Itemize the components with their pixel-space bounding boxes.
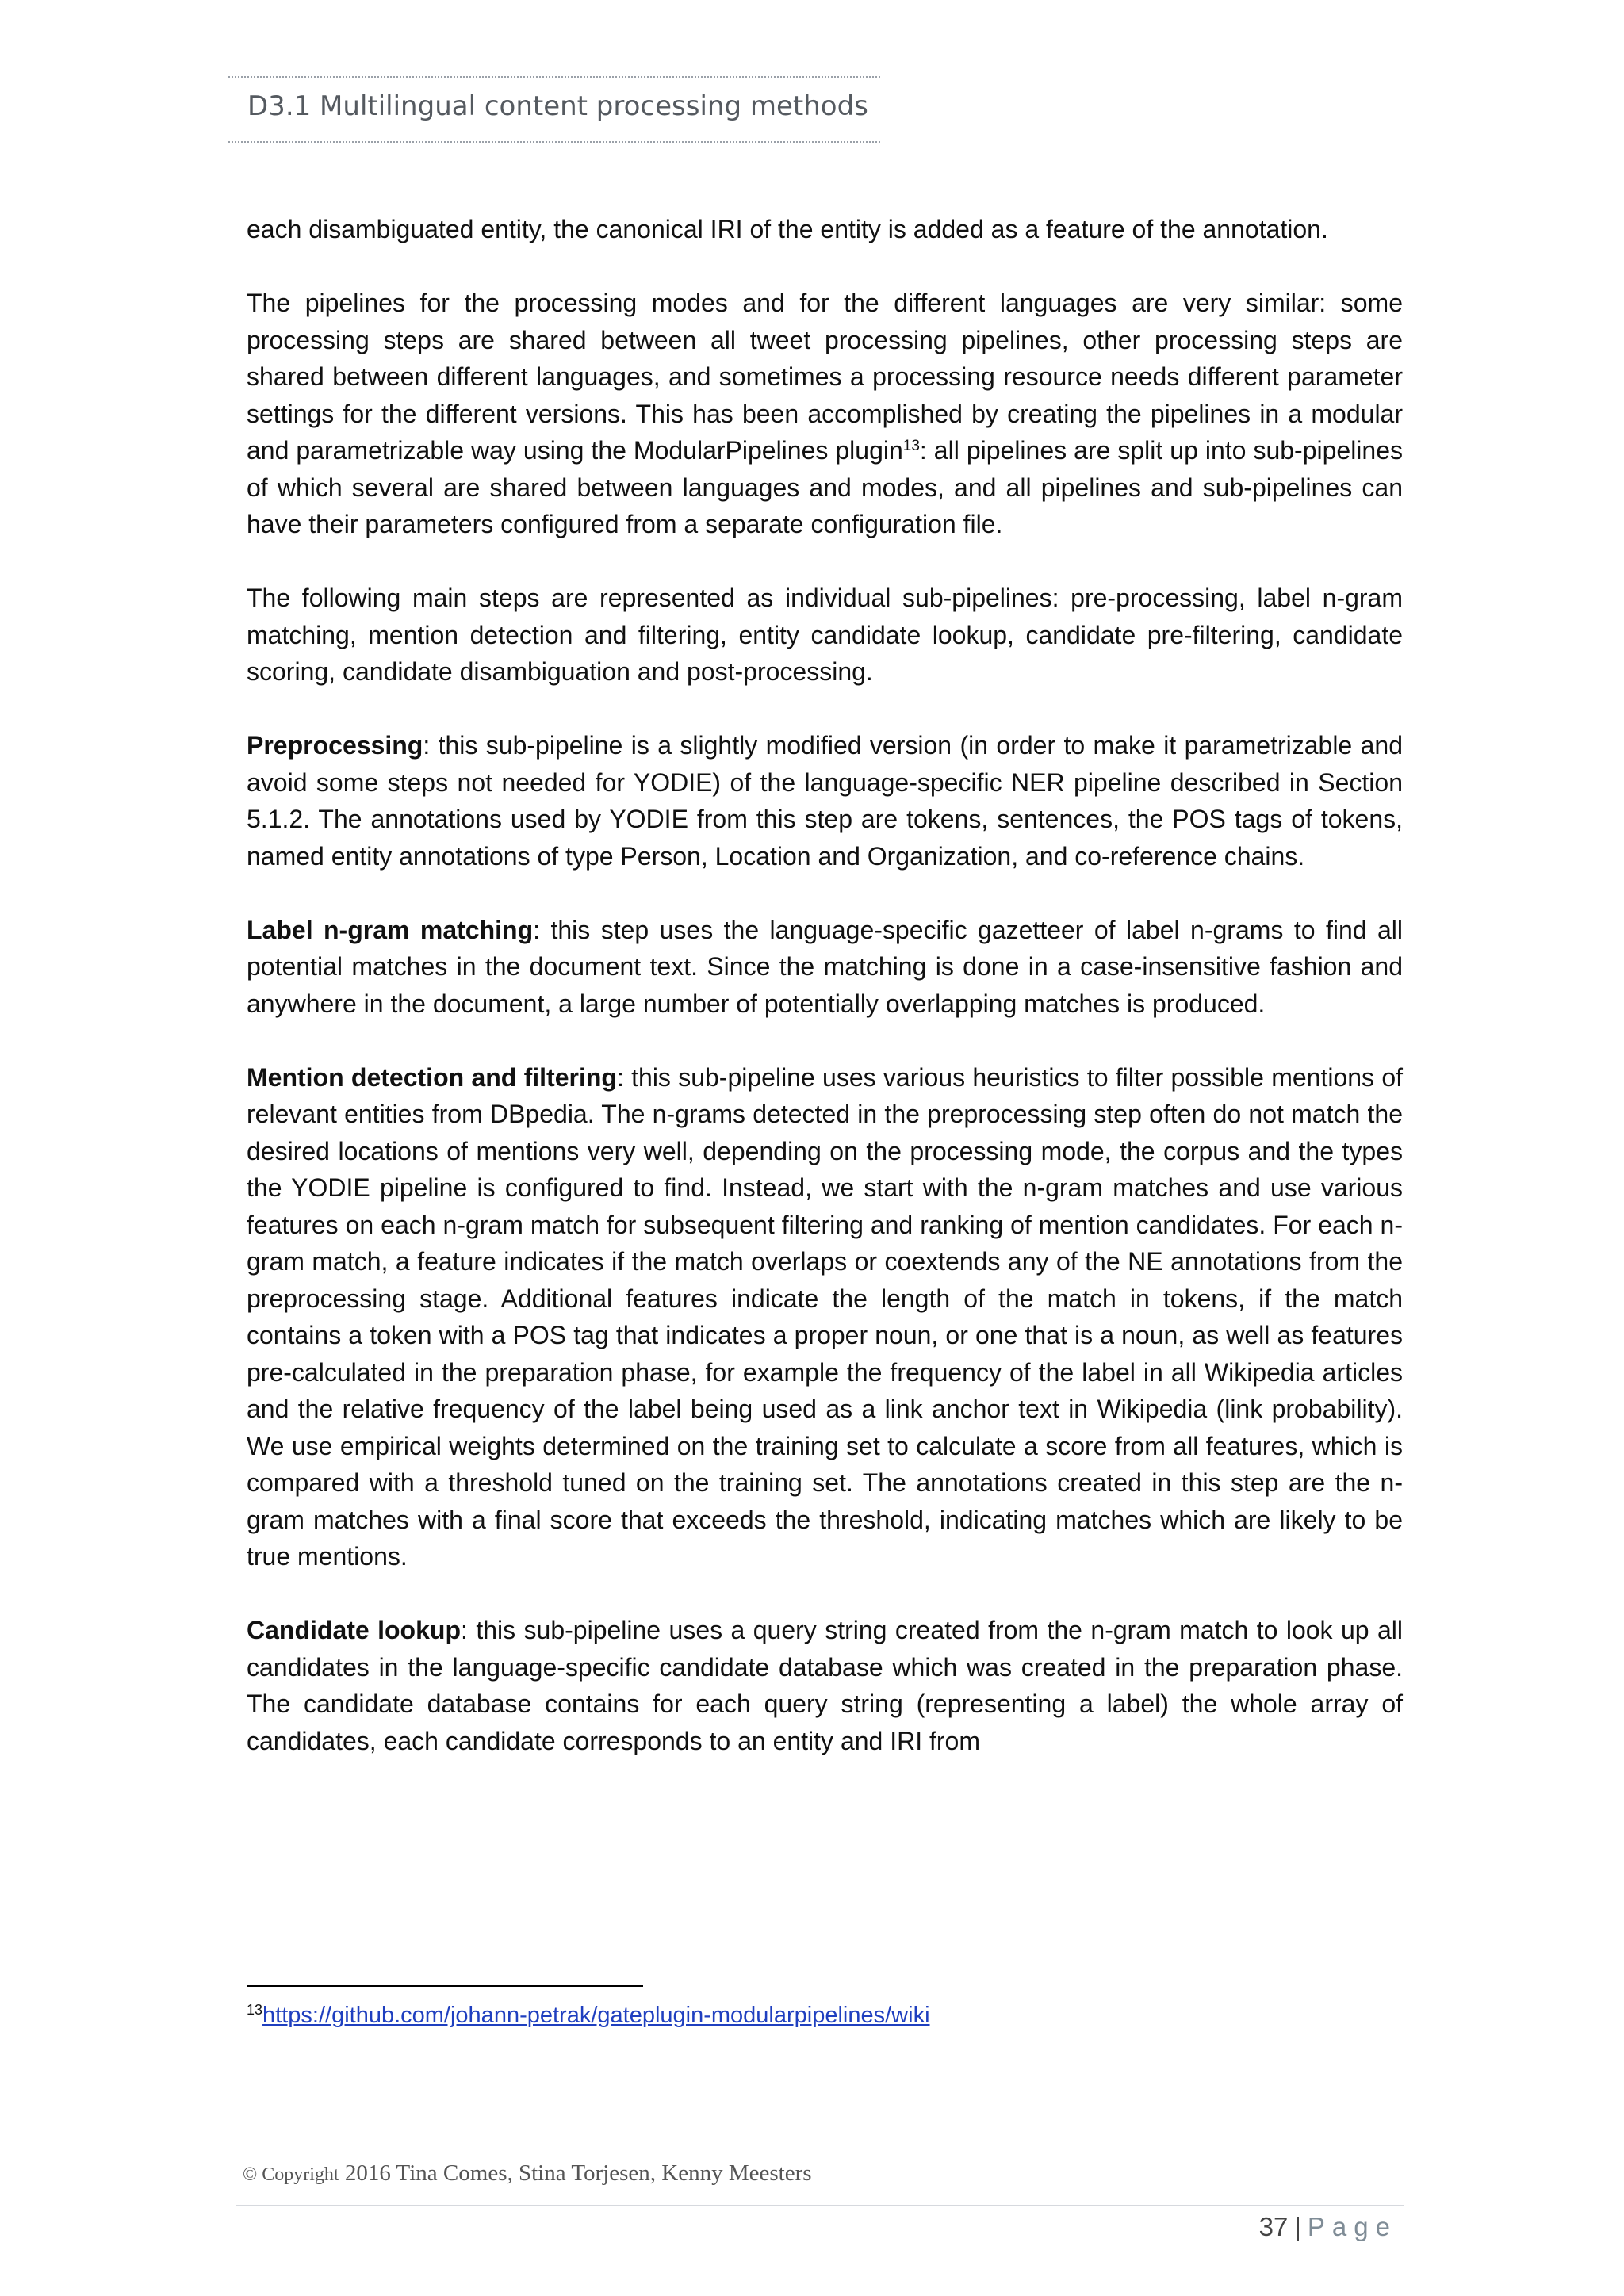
footnote bbox=[247, 1999, 930, 2031]
paragraph-pipelines-text: The pipelines for the processing modes and for the different languages are very similar: some processing steps are shared between all tweet processing pipelines, other processing steps are shared between different languages, and sometimes a processing resource needs different parameter settings for the different versions. This has been accomplished by creating the pipelines in a modular and parametrizable way using the ModularPipelines plugin bbox=[247, 289, 1403, 465]
page-number-value: 37 bbox=[1258, 2212, 1289, 2241]
paragraph-main-steps: The following main steps are represented as individual sub-pipelines: pre-processing, label n-gram matching, mention detection and filtering, entity candidate lookup, candidate pre-filtering, candidate scoring, candidate disambiguation and post-processing. bbox=[247, 584, 1403, 686]
footnote-reference[interactable]: 13 bbox=[902, 438, 920, 454]
running-header bbox=[228, 76, 880, 143]
paragraph-label-ngram bbox=[247, 912, 1403, 1023]
paragraph-preprocessing bbox=[247, 727, 1403, 874]
paragraph-candidate-lookup bbox=[247, 1612, 1403, 1759]
page-number bbox=[1259, 2212, 1397, 2242]
footnote-number: 13 bbox=[247, 2002, 263, 2018]
header-title: D3.1 Multilingual content processing methods bbox=[247, 90, 868, 122]
term-mention-detection: Mention detection and filtering bbox=[247, 1062, 617, 1092]
desc-preprocessing: : this sub-pipeline is a slightly modified version (in order to make it parametrizable and avoid some steps not needed for YODIE) of the language-specific NER pipeline described in Section 5.1.2. The annotations used by YODIE from this step are tokens, sentences, the POS tags of tokens, named entity annotations of type Person, Location and Organization, and co-reference chains. bbox=[247, 731, 1403, 871]
footer-divider bbox=[236, 2205, 1404, 2206]
desc-candidate-lookup: : this sub-pipeline uses a query string created from the n-gram match to look up all candidates in the language-specific candidate database which was created in the preparation phase. The candidate database contains for each query string (representing a label) the whole array of candidates, each candidate corresponds to an entity and IRI from bbox=[247, 1616, 1404, 1755]
paragraph-pipelines bbox=[247, 285, 1403, 543]
copyright-holders: 2016 Tina Comes, Stina Torjesen, Kenny Meesters bbox=[339, 2160, 812, 2186]
page-separator: | bbox=[1294, 2212, 1301, 2241]
paragraph-continuation: each disambiguated entity, the canonical IRI of the entity is added as a feature of the annotation. bbox=[247, 215, 1328, 243]
copyright-prefix: © Copyright bbox=[243, 2164, 339, 2185]
term-label-ngram: Label n-gram matching bbox=[247, 915, 534, 944]
paragraph-mention-detection bbox=[247, 1059, 1403, 1575]
footnote-separator bbox=[247, 1985, 643, 1987]
paragraph-pipelines-text-cont: : all pipelines are split up into sub-pipelines of which several are shared between languages and modes, and all pipelines and sub-pipelines can have their parameters configured from a separate configuration file. bbox=[247, 436, 1404, 538]
desc-label-ngram: : this step uses the language-specific gazetteer of label n-grams to find all potential matches in the document text. Since the matching is done in a case-insensitive fashion and anywhere in the document, a large number of potentially overlapping matches is produced. bbox=[247, 915, 1404, 1018]
term-preprocessing: Preprocessing bbox=[247, 731, 423, 760]
desc-mention-detection: : this sub-pipeline uses various heuristics to filter possible mentions of relevant entities from DBpedia. The n-grams detected in the preprocessing step often do not match the desired locations of mentions very well, depending on the processing mode, the corpus and the types the YODIE pipeline is configured to find. Instead, we start with the n-gram matches and use various features on each n-gram match for subsequent filtering and ranking of mention candidates. For each n-gram match, a feature indicates if the match overlaps or coextends any of the NE annotations from the preprocessing stage. Additional features indicate the length of the match in tokens, if the match contains a token with a POS tag that indicates a proper noun, or one that is a noun, as well as features pre-calculated in the preparation phase, for example the frequency of the label in all Wikipedia articles and the relative frequency of the label being used as a link anchor text in Wikipedia (link probability). We use empirical weights determined on the training set to calculate a score from all features, which is compared with a threshold tuned on the training set. The annotations created in this step are the n-gram matches with a final score that exceeds the threshold, indicating matches which are likely to be true mentions. bbox=[247, 1062, 1404, 1571]
body-text bbox=[247, 211, 1403, 1759]
copyright-notice bbox=[243, 2160, 812, 2187]
page-label: Page bbox=[1307, 2212, 1397, 2241]
footnote-link[interactable]: https://github.com/johann-petrak/gateplugin-modularpipelines/wiki bbox=[262, 2003, 930, 2028]
term-candidate-lookup: Candidate lookup bbox=[247, 1616, 461, 1644]
